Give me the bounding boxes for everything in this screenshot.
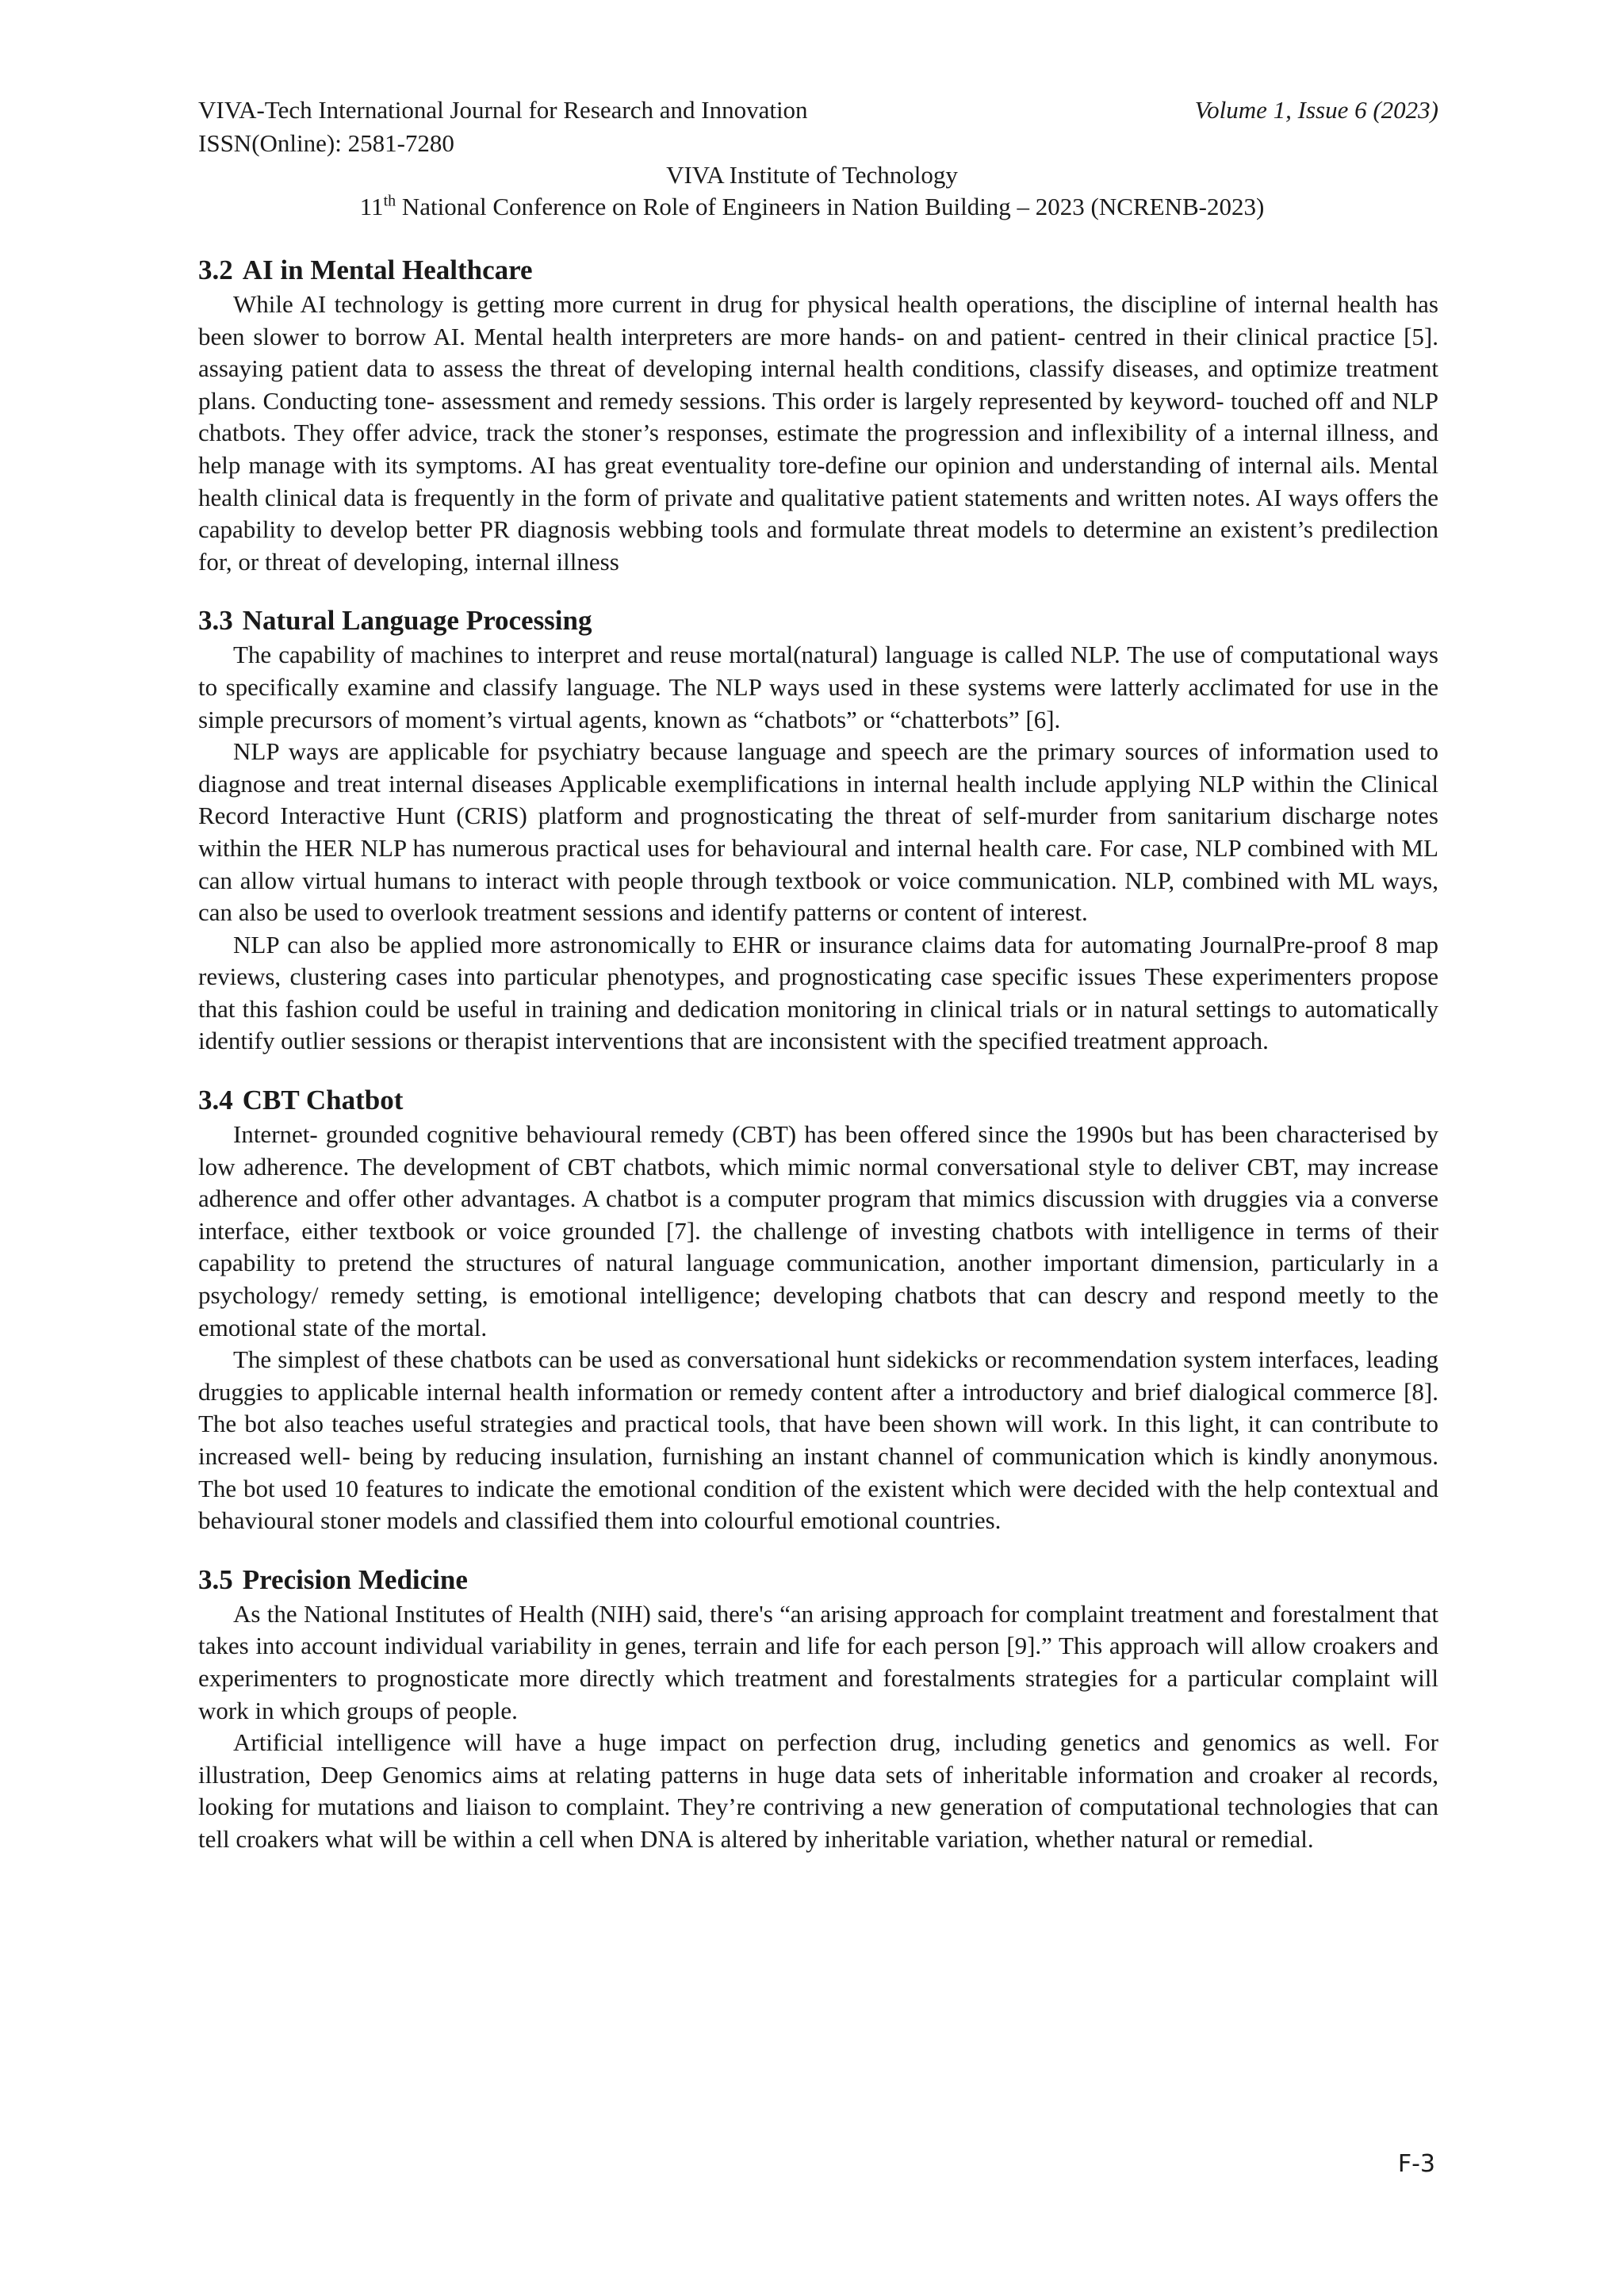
section-number: 3.4 [198, 1085, 233, 1116]
paragraph: Artificial intelligence will have a huge impact on perfection drug, including genetics and genomics as well. For illustration, Deep Genomics aims at relating patterns in huge data sets of inheritable information and croaker al records, looking for mutations and liaison to complaint. They’re contriving a new generation of computational technologies that can tell croakers what will be within a cell when DNA is altered by inheritable variation, whether natural or remedial. [198, 1728, 1438, 1853]
paragraph: The capability of machines to interpret and reuse mortal(natural) language is called NLP. The use of computational ways to specifically examine and classify language. The NLP ways used in these systems were latterly acclimated for use in the simple precursors of moment’s virtual agents, known as “chatbots” or “chatterbots” [6]. [198, 641, 1438, 733]
section-title: Precision Medicine [242, 1563, 468, 1595]
institute-name: VIVA Institute of Technology [666, 161, 958, 189]
paragraph: As the National Institutes of Health (NIH) said, there's “an arising approach for complaint treatment and forestalment that takes into account individual variability in genes, terrain and life for each person [9].” This approach will allow croakers and experimenters to prognosticate more directly which treatment and forestalments strategies for a particular complaint will work in which groups of people. [198, 1599, 1438, 1724]
section-ai-mental-healthcare [198, 254, 1438, 578]
conference-title: National Conference on Role of Engineers in Nation Building – 2023 (NCRENB-2023) [396, 193, 1265, 220]
section-precision-medicine [198, 1563, 1438, 1856]
section-heading [198, 254, 1438, 287]
section-number: 3.5 [198, 1563, 233, 1595]
conference-name [0, 192, 1624, 222]
section-nlp [198, 604, 1438, 1058]
section-heading [198, 1084, 1438, 1117]
section-heading [198, 604, 1438, 637]
section-cbt-chatbot [198, 1084, 1438, 1537]
paragraph: Internet- grounded cognitive behavioural remedy (CBT) has been offered since the 1990s but has been characterised by low adherence. The development of CBT chatbots, which mimic normal conversational style to deliver CBT, may increase adherence and offer other advantages. A chatbot is a computer program that mimics discussion with druggies via a converse interface, either textbook or voice grounded [7]. the challenge of investing chatbots with intelligence in terms of their capability to pretend the structures of natural language communication, another important dimension, particularly in a psychology/ remedy setting, is emotional intelligence; developing chatbots that can descry and respond meetly to the emotional state of the mortal. [198, 1120, 1438, 1341]
paper-body [198, 254, 1438, 1882]
volume-issue: Volume 1, Issue 6 (2023) [1194, 96, 1438, 124]
paragraph: NLP can also be applied more astronomically to EHR or insurance claims data for automating JournalPre-proof 8 map reviews, clustering cases into particular phenotypes, and prognosticating case specific issues These experimenters propose that this fashion could be useful in training and dedication monitoring in clinical trials or in natural settings to automatically identify outlier sessions or therapist interventions that are inconsistent with the specified treatment approach. [198, 930, 1438, 1055]
paragraph: While AI technology is getting more current in drug for physical health operations, the discipline of internal health has been slower to borrow AI. Mental health interpreters are more hands- on and patient- centred in their clinical practice [5]. assaying patient data to assess the threat of developing internal health conditions, classify diseases, and optimize treatment plans. Conducting tone- assessment and remedy sessions. This order is largely represented by keyword- touched off and NLP chatbots. They offer advice, track the stoner’s responses, estimate the progression and inflexibility of a internal illness, and help manage with its symptoms. AI has great eventuality tore-define our opinion and understanding of internal ails. Mental health clinical data is frequently in the form of private and qualitative patient statements and written notes. AI ways offers the capability to develop better PR diagnosis webbing tools and formulate threat models to determine an existent’s predilection for, or threat of developing, internal illness [198, 290, 1438, 576]
section-title: AI in Mental Healthcare [242, 254, 533, 285]
section-number: 3.2 [198, 254, 233, 285]
conference-ordinal-suffix: th [383, 192, 396, 210]
page-number: F-3 [1397, 2150, 1435, 2178]
paragraph: The simplest of these chatbots can be used as conversational hunt sidekicks or recommendation system interfaces, leading druggies to applicable internal health information or remedy content after a introductory and brief dialogical commerce [8]. The bot also teaches useful strategies and practical tools, that have been shown will work. In this light, it can contribute to increased well- being by reducing insulation, furnishing an instant channel of communication which is kindly anonymous. The bot used 10 features to indicate the emotional condition of the existent which were decided with the help contextual and behavioural stoner models and classified them into colourful emotional countries. [198, 1345, 1438, 1535]
issn: ISSN(Online): 2581-7280 [198, 129, 454, 157]
conference-ordinal: 11 [359, 193, 384, 220]
section-number: 3.3 [198, 605, 233, 637]
section-title: Natural Language Processing [242, 605, 592, 637]
section-heading [198, 1563, 1438, 1597]
paragraph: NLP ways are applicable for psychiatry because language and speech are the primary sources of information used to diagnose and treat internal diseases Applicable exemplifications in internal health include applying NLP within the Clinical Record Interactive Hunt (CRIS) platform and prognosticating the threat of self-murder from sanitarium discharge notes within the HER NLP has numerous practical uses for behavioural and internal health care. For case, NLP combined with ML can allow virtual humans to interact with people through textbook or voice communication. NLP, combined with ML ways, can also be used to overlook treatment sessions and identify patterns or content of interest. [198, 737, 1438, 927]
journal-title: VIVA-Tech International Journal for Research and Innovation [198, 96, 808, 124]
section-title: CBT Chatbot [242, 1085, 404, 1116]
